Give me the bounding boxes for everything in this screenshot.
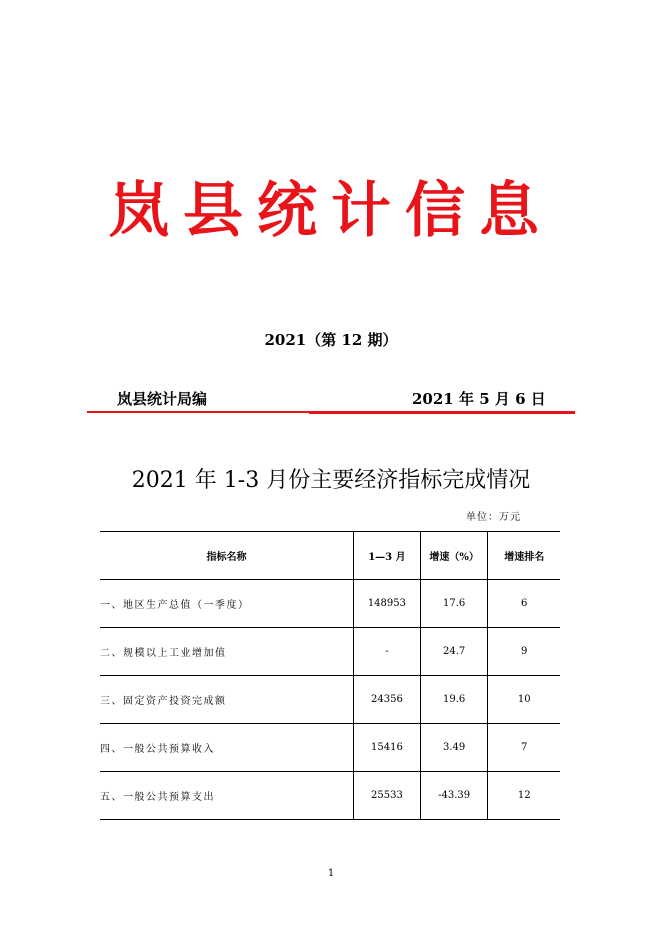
header-jan-mar: 1—3 月 <box>354 532 421 580</box>
table-row <box>100 772 560 820</box>
header-indicator-name: 指标名称 <box>100 532 354 580</box>
row-name: 三、固定资产投资完成额 <box>100 676 354 724</box>
row-value: - <box>354 628 421 676</box>
row-name: 五、一般公共预算支出 <box>100 772 354 820</box>
table-row <box>100 580 560 628</box>
header-growth-rank: 增速排名 <box>488 532 560 580</box>
table-header-row <box>100 532 560 580</box>
table-row <box>100 676 560 724</box>
header-growth-rate: 增速（%） <box>420 532 488 580</box>
indicators-table <box>100 531 560 820</box>
row-rate: 24.7 <box>420 628 488 676</box>
row-name: 四、一般公共预算收入 <box>100 724 354 772</box>
table-row <box>100 724 560 772</box>
row-rank: 10 <box>488 676 560 724</box>
row-rank: 7 <box>488 724 560 772</box>
report-title: 2021 年 1-3 月份主要经济指标完成情况 <box>131 468 531 493</box>
row-rate: 17.6 <box>420 580 488 628</box>
row-rate: 19.6 <box>420 676 488 724</box>
row-value: 24356 <box>354 676 421 724</box>
issue-number: 2021（第 12 期） <box>264 331 398 349</box>
row-name: 一、地区生产总值（一季度） <box>100 580 354 628</box>
row-rate: -43.39 <box>420 772 488 820</box>
row-name: 二、规模以上工业增加值 <box>100 628 354 676</box>
row-rate: 3.49 <box>420 724 488 772</box>
red-rule-right <box>309 411 575 414</box>
publish-date: 2021 年 5 月 6 日 <box>412 390 546 408</box>
row-value: 15416 <box>354 724 421 772</box>
row-rank: 6 <box>488 580 560 628</box>
page-number: 1 <box>327 868 335 879</box>
row-value: 25533 <box>354 772 421 820</box>
table-row <box>100 628 560 676</box>
row-rank: 9 <box>488 628 560 676</box>
unit-label: 单位：万元 <box>466 512 521 523</box>
red-rule-left <box>87 411 309 413</box>
masthead-title: 岚县统计信息 <box>109 176 553 246</box>
row-value: 148953 <box>354 580 421 628</box>
editor-label: 岚县统计局编 <box>117 390 208 408</box>
row-rank: 12 <box>488 772 560 820</box>
